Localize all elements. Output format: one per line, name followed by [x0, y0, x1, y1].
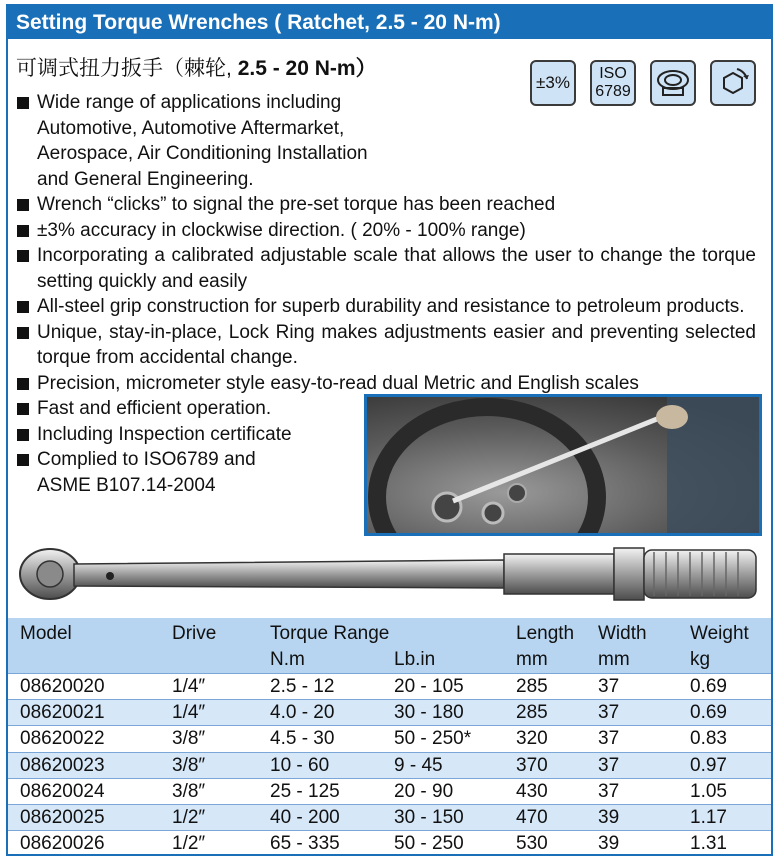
feature-item: Precision, micrometer style easy-to-read dual Metric and English scales	[16, 371, 756, 397]
product-sheet	[6, 4, 773, 856]
cell-weight: 0.83	[690, 728, 727, 750]
table-row	[8, 725, 771, 751]
cell-width: 37	[598, 754, 620, 776]
cell-width: 37	[598, 702, 620, 724]
cell-drive: 3/8″	[172, 728, 206, 750]
cell-nm: 4.5 - 30	[270, 728, 335, 750]
cell-lbin: 9 - 45	[394, 754, 443, 776]
table-row	[8, 752, 771, 778]
header-width-unit: mm	[598, 649, 630, 670]
feature-item: Wrench “clicks” to signal the pre-set torque has been reached	[16, 192, 756, 218]
table-body	[8, 673, 771, 856]
feature-item: Unique, stay-in-place, Lock Ring makes adjustments easier and preventing selected torque from accidental change.	[16, 320, 756, 371]
cell-lbin: 20 - 90	[394, 780, 454, 802]
header-weight: Weight	[690, 623, 749, 644]
cell-weight: 1.31	[690, 833, 727, 855]
cell-width: 39	[598, 833, 620, 855]
cell-weight: 1.17	[690, 806, 727, 828]
cell-model: 08620024	[20, 780, 105, 802]
cell-length: 285	[516, 702, 548, 724]
spec-table	[8, 618, 771, 856]
cell-length: 320	[516, 728, 548, 750]
table-row	[8, 778, 771, 804]
header-length: Length	[516, 623, 575, 644]
cell-drive: 1/4″	[172, 676, 206, 697]
cell-weight: 1.05	[690, 780, 727, 802]
cell-weight: 0.69	[690, 702, 727, 724]
cell-weight: 0.69	[690, 676, 727, 697]
cell-length: 430	[516, 780, 548, 802]
cell-lbin: 30 - 180	[394, 702, 464, 724]
cell-width: 39	[598, 806, 620, 828]
header-model: Model	[20, 623, 72, 644]
table-row	[8, 804, 771, 830]
cell-length: 470	[516, 806, 548, 828]
feature-item: Complied to ISO6789 and ASME B107.14-2004	[16, 447, 307, 498]
subtitle-chinese: 可调式扭力扳手（棘轮,	[16, 57, 232, 80]
cell-drive: 3/8″	[172, 754, 206, 776]
cell-length: 370	[516, 754, 548, 776]
feature-item: ±3% accuracy in clockwise direction. ( 20% - 100% range)	[16, 218, 756, 244]
subtitle-range: 2.5 - 20 N-m）	[237, 57, 377, 80]
cell-nm: 40 - 200	[270, 806, 340, 828]
table-row	[8, 673, 771, 699]
cell-drive: 1/2″	[172, 833, 206, 855]
cell-model: 08620020	[20, 676, 105, 697]
cell-drive: 1/2″	[172, 806, 206, 828]
feature-item: Wide range of applications including Automotive, Automotive Aftermarket, Aerospace, Air Conditioning Installation and General Engineering.	[16, 90, 397, 192]
subtitle	[16, 52, 377, 82]
wrench-image	[14, 534, 772, 614]
cell-length: 285	[516, 676, 548, 697]
cell-lbin: 20 - 105	[394, 676, 464, 697]
feature-item: Incorporating a calibrated adjustable scale that allows the user to change the torque setting quickly and easily	[16, 243, 756, 294]
cell-nm: 4.0 - 20	[270, 702, 335, 724]
feature-item: Fast and efficient operation.	[16, 396, 377, 422]
feature-item: Including Inspection certificate	[16, 422, 377, 448]
header-width: Width	[598, 623, 647, 644]
header-lbin: Lb.in	[394, 649, 436, 670]
header-drive: Drive	[172, 623, 217, 644]
table-row	[8, 699, 771, 725]
cell-model: 08620021	[20, 702, 105, 724]
table-header	[8, 618, 771, 673]
header-weight-unit: kg	[690, 649, 711, 670]
cell-model: 08620025	[20, 806, 105, 828]
cell-nm: 2.5 - 12	[270, 676, 335, 697]
cell-drive: 1/4″	[172, 702, 206, 724]
cell-lbin: 50 - 250	[394, 833, 464, 855]
cell-lbin: 50 - 250*	[394, 728, 472, 750]
accuracy-badge-text: ±3%	[536, 73, 570, 92]
cell-weight: 0.97	[690, 754, 727, 776]
cell-width: 37	[598, 780, 620, 802]
header-length-unit: mm	[516, 649, 548, 670]
page-title: Setting Torque Wrenches ( Ratchet, 2.5 - 20 N-m)	[8, 6, 771, 39]
cell-width: 37	[598, 728, 620, 750]
cell-width: 37	[598, 676, 620, 697]
cell-nm: 65 - 335	[270, 833, 340, 855]
cell-nm: 25 - 125	[270, 780, 340, 802]
cell-lbin: 30 - 150	[394, 806, 464, 828]
product-photo	[364, 394, 762, 536]
cell-length: 530	[516, 833, 548, 855]
cell-model: 08620022	[20, 728, 105, 750]
feature-item: All-steel grip construction for superb durability and resistance to petroleum products.	[16, 294, 756, 320]
cell-model: 08620026	[20, 833, 105, 855]
table-row	[8, 830, 771, 856]
cell-drive: 3/8″	[172, 780, 206, 802]
header-torque: Torque Range	[270, 623, 390, 644]
cell-nm: 10 - 60	[270, 754, 330, 776]
cell-model: 08620023	[20, 754, 105, 776]
header-nm: N.m	[270, 649, 305, 670]
iso-badge-text: ISO 6789	[595, 65, 631, 100]
